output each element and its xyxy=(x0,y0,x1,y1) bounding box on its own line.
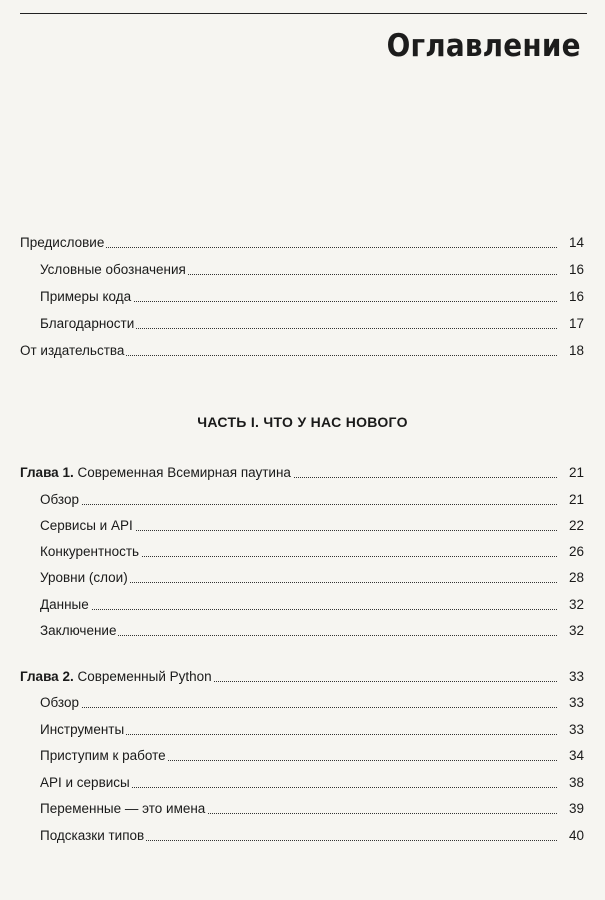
chapter-prefix: Глава 2. xyxy=(20,669,74,684)
toc-entry-label: Заключение xyxy=(40,620,118,642)
toc-page-number: 26 xyxy=(568,544,584,559)
toc-entry-overview[interactable] xyxy=(0,489,605,511)
toc-page-number: 33 xyxy=(568,669,584,684)
toc-page-number: 22 xyxy=(568,518,584,533)
toc-page-number: 38 xyxy=(568,775,584,790)
chapter-title: Современный Python xyxy=(77,669,212,684)
toc-entry-acknowledgements[interactable] xyxy=(0,313,605,335)
toc-entry-type-hints[interactable] xyxy=(0,825,605,847)
toc-entry-label: Примеры кода xyxy=(40,286,133,308)
toc-chapter-2[interactable] xyxy=(0,666,605,688)
toc-entry-concurrency[interactable] xyxy=(0,541,605,563)
toc-entry-label: Уровни (слои) xyxy=(40,567,130,589)
part-heading: ЧАСТЬ I. ЧТО У НАС НОВОГО xyxy=(197,414,408,430)
toc-entry-tools[interactable] xyxy=(0,719,605,741)
toc-entry-from-publisher[interactable] xyxy=(0,340,605,362)
toc-entry-label: Условные обозначения xyxy=(40,259,188,281)
dot-leader xyxy=(42,504,557,505)
dot-leader xyxy=(42,609,557,610)
toc-entry-getting-started[interactable] xyxy=(0,745,605,767)
toc-entry-services-api[interactable] xyxy=(0,515,605,537)
toc-page-number: 33 xyxy=(568,695,584,710)
toc-page-number: 16 xyxy=(568,289,584,304)
toc-entry-label: Обзор xyxy=(40,489,81,511)
toc-entry-label xyxy=(20,666,214,688)
toc-page-number: 18 xyxy=(568,343,584,358)
toc-entry-overview[interactable] xyxy=(0,692,605,714)
toc-entry-label: Предисловие xyxy=(20,232,106,254)
toc-page-number: 32 xyxy=(568,623,584,638)
toc-entry-label: Подсказки типов xyxy=(40,825,146,847)
toc-page-number: 21 xyxy=(568,465,584,480)
toc-page-number: 39 xyxy=(568,801,584,816)
toc-entry-label: API и сервисы xyxy=(40,772,132,794)
toc-entry-conventions[interactable] xyxy=(0,259,605,281)
toc-entry-code-examples[interactable] xyxy=(0,286,605,308)
page-title: Оглавление xyxy=(386,28,581,64)
toc-page-number: 34 xyxy=(568,748,584,763)
toc-entry-label: Конкурентность xyxy=(40,541,141,563)
toc-entry-label xyxy=(20,462,293,484)
toc-page-number: 33 xyxy=(568,722,584,737)
toc-entry-variables-are-names[interactable] xyxy=(0,798,605,820)
toc-page-number: 16 xyxy=(568,262,584,277)
toc-entry-label: Данные xyxy=(40,594,91,616)
toc-entry-label: Обзор xyxy=(40,692,81,714)
toc-entry-label: От издательства xyxy=(20,340,126,362)
toc-entry-label: Инструменты xyxy=(40,719,126,741)
toc-entry-label: Приступим к работе xyxy=(40,745,168,767)
dot-leader xyxy=(42,635,557,636)
toc-entry-label: Благодарности xyxy=(40,313,136,335)
toc-page-number: 21 xyxy=(568,492,584,507)
toc-page-number: 17 xyxy=(568,316,584,331)
chapter-prefix: Глава 1. xyxy=(20,465,74,480)
toc-page-number: 28 xyxy=(568,570,584,585)
toc-entry-api-services[interactable] xyxy=(0,772,605,794)
toc-page-number: 40 xyxy=(568,828,584,843)
toc-page-number: 32 xyxy=(568,597,584,612)
toc-entry-layers[interactable] xyxy=(0,567,605,589)
dot-leader xyxy=(42,707,557,708)
chapter-title: Современная Всемирная паутина xyxy=(77,465,291,480)
toc-chapter-1[interactable] xyxy=(0,462,605,484)
toc-entry-label: Переменные — это имена xyxy=(40,798,207,820)
toc-entry-preface[interactable] xyxy=(0,232,605,254)
toc-entry-data[interactable] xyxy=(0,594,605,616)
top-rule xyxy=(20,13,587,14)
toc-entry-label: Сервисы и API xyxy=(40,515,135,537)
toc-page-number: 14 xyxy=(568,235,584,250)
toc-entry-conclusion[interactable] xyxy=(0,620,605,642)
